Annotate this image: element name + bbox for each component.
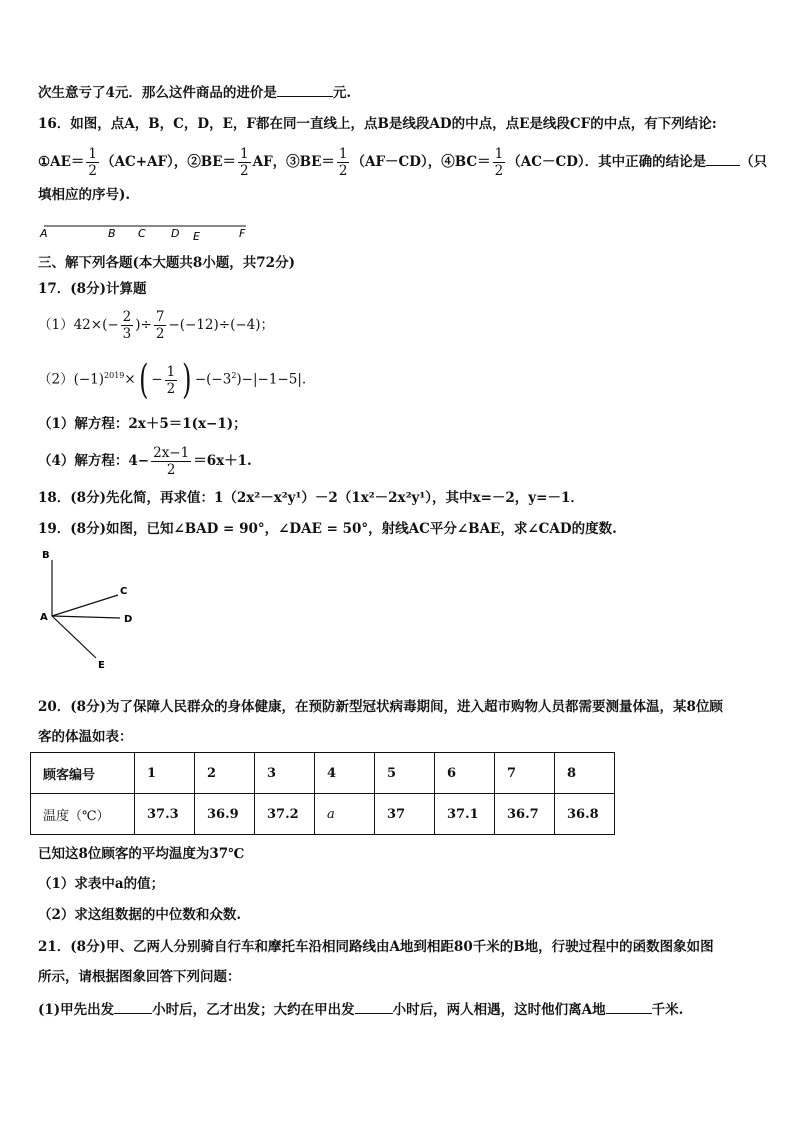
- q21-stem-2: 所示，请根据图象回答下列问题：: [38, 969, 241, 985]
- q17-part4: （4）解方程：4− $\frac{2x-1}{2}$ ＝6x＋1.: [38, 445, 252, 478]
- q17-stem: 17．(8分)计算题: [38, 281, 147, 297]
- table-cell: 37: [375, 794, 435, 835]
- header-cell: 4: [315, 753, 375, 794]
- table-cell: 37.1: [435, 794, 495, 835]
- point-e-label: E: [193, 230, 200, 243]
- q17-part2: $(2)(-1)^{2019}\times$( − $\frac{1}{2}$ ) $-(-3^2)-|-1-5|$.: [38, 357, 307, 403]
- q20-known: 已知这8位顾客的平均温度为37℃: [38, 846, 245, 862]
- label-b: B: [42, 550, 50, 561]
- continued-line: [38, 84, 351, 102]
- continued-text: 次生意亏了4元．那么这件商品的进价是: [38, 85, 277, 101]
- header-cell: 3: [255, 753, 315, 794]
- row-label-cell: 温度（℃）: [31, 794, 135, 835]
- header-cell: 8: [555, 753, 615, 794]
- opt1-a: ①AE＝: [38, 154, 85, 170]
- opt2-b: AF，: [252, 154, 287, 170]
- q20-sub-1: （1）求表中a的值；: [38, 876, 165, 892]
- table-row: [31, 753, 615, 794]
- point-f-label: F: [239, 227, 246, 240]
- fraction: $\frac{1}{2}$: [88, 146, 97, 179]
- ray-ac: [52, 595, 118, 616]
- opt1-b: （AC+AF），: [100, 154, 188, 170]
- q17-part1: （1）42×(− $\frac{2}{3}$ )÷ $\frac{7}{2}$ −(−12)÷(−4)；: [38, 309, 275, 342]
- fraction: $\frac{1}{2}$: [338, 146, 348, 179]
- point-a-label: A: [40, 227, 48, 240]
- q16-options: [38, 144, 767, 180]
- q21-sub-1: (1)甲先出发 小时后，乙才出发；大约在甲出发 小时后，两人相遇，这时他们离A地 千米.: [38, 1002, 684, 1018]
- opt3-b: （AF－CD），: [351, 154, 442, 170]
- opt2-a: ②BE＝: [187, 154, 237, 170]
- table-cell: 37.2: [255, 794, 315, 835]
- q19-text: 19．(8分)如图，已知∠BAD = 90°，∠DAE = 50°，射线AC平分∠BAE，求∠CAD的度数.: [38, 521, 617, 537]
- ray-ae: [52, 616, 96, 658]
- q16-tail: 填相应的序号).: [38, 187, 131, 203]
- table-cell: a: [315, 794, 375, 835]
- point-b-label: B: [108, 227, 116, 240]
- label-a: A: [40, 612, 48, 623]
- table-cell: 36.7: [495, 794, 555, 835]
- answer-blank: [606, 1001, 652, 1014]
- fraction: $\frac{1}{2}$: [240, 146, 249, 179]
- temperature-table: [30, 752, 615, 835]
- continued-unit: 元.: [332, 85, 352, 101]
- fraction: $\frac{1}{2}$: [494, 146, 504, 179]
- q21-stem-1: 21．(8分)甲、乙两人分别骑自行车和摩托车沿相同路线由A地到相距80千米的B地，行驶过程中的函数图象如图: [38, 939, 714, 955]
- header-cell: 1: [135, 753, 195, 794]
- opt4-a: ④BC＝: [441, 154, 491, 170]
- fig19-angle-diagram: [38, 548, 148, 671]
- table-row: [31, 794, 615, 835]
- answer-blank: [706, 153, 740, 166]
- fig16-line-diagram: [40, 222, 280, 246]
- opt4-c: （只: [740, 154, 768, 170]
- table-cell: 36.8: [555, 794, 615, 835]
- header-cell: 5: [375, 753, 435, 794]
- header-cell: 2: [195, 753, 255, 794]
- point-c-label: C: [138, 227, 146, 240]
- ray-ad: [52, 616, 120, 618]
- q16-stem: 16．如图，点A，B，C，D，E，F都在同一直线上，点B是线段AD的中点，点E是线段CF的中点，有下列结论:: [38, 116, 717, 132]
- q17-part3: （1）解方程：2x＋5＝1(x−1)；: [38, 416, 247, 432]
- opt4-b: （AC－CD）．其中正确的结论是: [507, 154, 707, 170]
- header-cell: 6: [435, 753, 495, 794]
- q18-text: 18．(8分)先化简，再求值：1（2x²－x²y¹）－2（1x²－2x²y¹），其中x=－2，y=－1．: [38, 490, 584, 506]
- label-e: E: [98, 660, 105, 671]
- label-c: C: [120, 586, 128, 597]
- q20-sub-2: （2）求这组数据的中位数和众数.: [38, 907, 242, 923]
- table-cell: 36.9: [195, 794, 255, 835]
- answer-blank: [355, 1001, 393, 1014]
- answer-blank: [114, 1001, 152, 1014]
- answer-blank: [277, 84, 333, 97]
- point-d-label: D: [171, 227, 180, 240]
- q20-stem-2: 客的体温如表：: [38, 729, 133, 745]
- header-cell: 顾客编号: [31, 753, 135, 794]
- q20-stem-1: 20．(8分)为了保障人民群众的身体健康，在预防新型冠状病毒期间，进入超市购物人员都需要测量体温，某8位顾: [38, 699, 723, 715]
- opt3-a: ③BE＝: [286, 154, 335, 170]
- label-d: D: [124, 614, 133, 625]
- table-cell: 37.3: [135, 794, 195, 835]
- section-3-heading: 三、解下列各题(本大题共8小题，共72分): [38, 255, 295, 271]
- header-cell: 7: [495, 753, 555, 794]
